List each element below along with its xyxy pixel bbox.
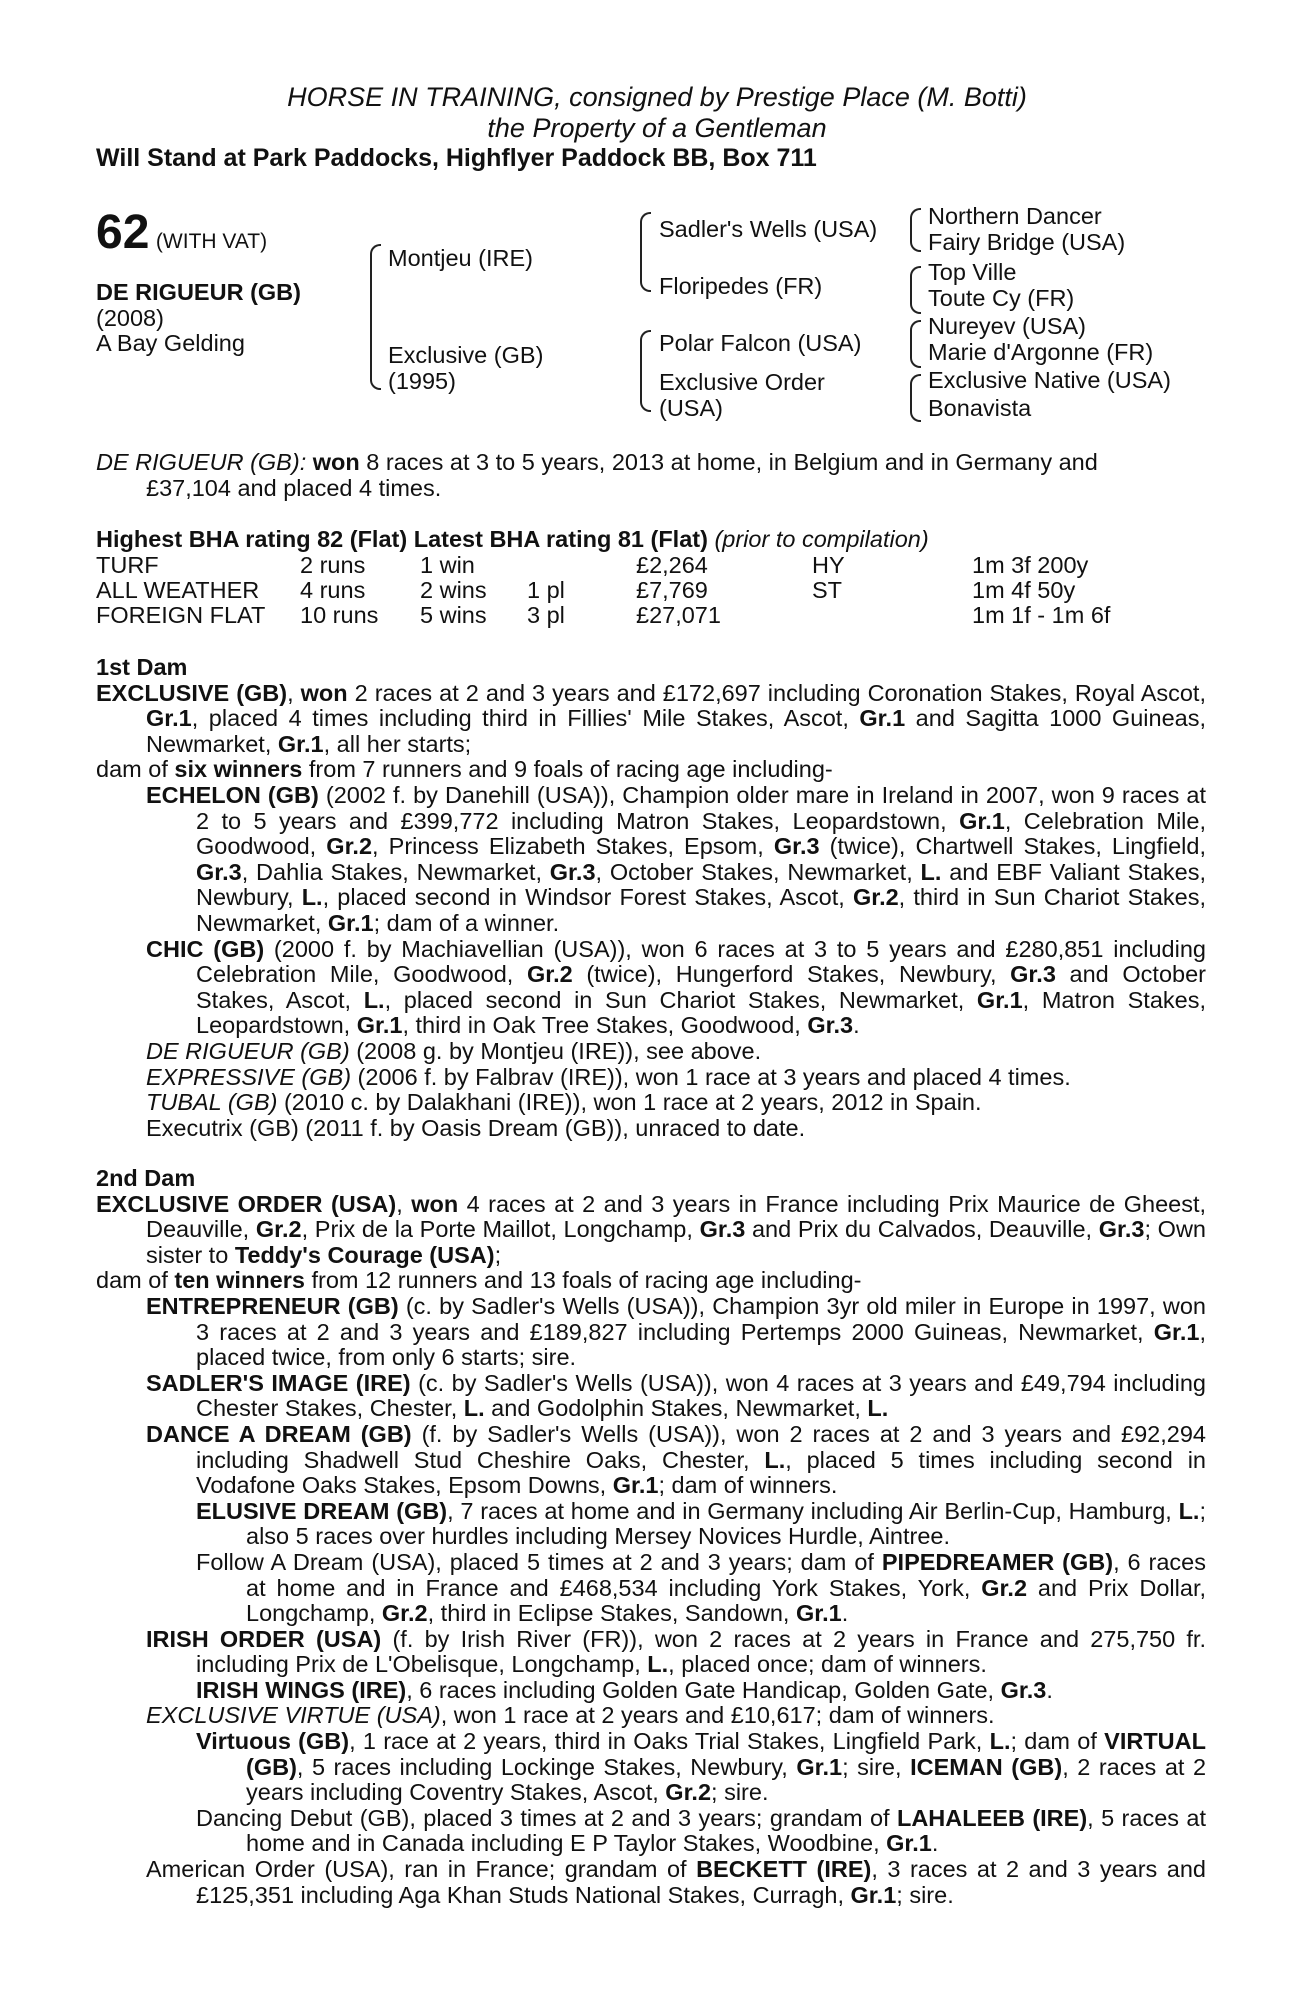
header-consignor: HORSE IN TRAINING, consigned by Prestige Place (M. Botti) (287, 82, 1027, 112)
ped-sire-dam: Floripedes (FR) (659, 273, 823, 299)
first-dam-p7: TUBAL (GB) (2010 c. by Dalakhani (IRE)), won 1 race at 2 years, 2012 in Spain. (146, 1089, 982, 1116)
brace-dam (640, 330, 651, 412)
lot-description: A Bay Gelding (96, 330, 245, 356)
ped-dam-year: (1995) (388, 368, 456, 394)
row-runs: 4 runs (300, 577, 366, 603)
summary-name: DE RIGUEUR (GB) (96, 449, 300, 475)
second-dam-heading: 2nd Dam (96, 1165, 196, 1191)
second-dam-p11: Virtuous (GB), 1 race at 2 years, third in Oaks Trial Stakes, Lingfield Park, L.; dam of VIRTUAL (GB), 5 races including Lockinge Stakes, Newbury, Gr.1; sire, ICEMAN (GB), 2 races at 2 years including Coventry Stakes, Ascot, Gr.2; sire. (196, 1728, 1207, 1806)
lot-vat: (WITH VAT) (155, 230, 268, 253)
second-dam-p7: Follow A Dream (USA), placed 5 times at 2 and 3 years; dam of PIPEDREAMER (GB), 6 races at home and in France and £468,534 including York Stakes, York, Gr.2 and Prix Dollar, Longchamp, Gr.2, third in Eclipse Stakes, Sandown, Gr.1. (196, 1548, 1207, 1627)
ratings-heading: Highest BHA rating 82 (Flat) Latest BHA rating 81 (Flat) (96, 526, 708, 552)
lot-number-line (96, 208, 267, 258)
ped-dsd: Marie d'Argonne (FR) (928, 339, 1154, 365)
ped-dss: Nureyev (USA) (928, 313, 1087, 339)
lot-year: (2008) (96, 305, 164, 331)
second-dam-p3: ENTREPRENEUR (GB) (c. by Sadler's Wells (USA)), Champion 3yr old miler in Europe in 1997, won 3 races at 2 and 3 years and £189,827 including Pertemps 2000 Guineas, Newmarket, Gr.1, placed twice, from only 6 starts; sire. (146, 1292, 1206, 1371)
ratings-heading-line (96, 527, 929, 553)
lot-number: 62 (96, 206, 150, 259)
brace-sd (910, 266, 921, 314)
row-runs: 10 runs (300, 602, 379, 628)
row-dist: 1m 4f 50y (972, 577, 1076, 603)
first-dam-p3: ECHELON (GB) (2002 f. by Danehill (USA)), Champion older mare in Ireland in 2007, won 9 races at 2 to 5 years and £399,772 including Matron Stakes, Leopardstown, Gr.1, Celebration Mile, Goodwood, Gr.2, Princess Elizabeth Stakes, Epsom, Gr.3 (twice), Chartwell Stakes, Lingfield, Gr.3, Dahlia Stakes, Newmarket, Gr.3, October Stakes, Newmarket, L. and EBF Valiant Stakes, Newbury, L., placed second in Windsor Forest Stakes, Ascot, Gr.2, third in Sun Chariot Stakes, Newmarket, Gr.1; dam of a winner. (146, 781, 1207, 936)
row-pl: 3 pl (527, 602, 565, 628)
row-wins: 2 wins (420, 577, 487, 603)
first-dam-p1: EXCLUSIVE (GB), won 2 races at 2 and 3 years and £172,697 including Coronation Stakes, Royal Ascot, Gr.1, placed 4 times including third in Fillies' Mile Stakes, Ascot, Gr.1 and Sagitta 1000 Guineas, Newmarket, Gr.1, all her starts; (96, 679, 1206, 757)
first-dam-p2: dam of six winners from 7 runners and 9 foals of racing age including- (96, 756, 833, 783)
row-going: ST (812, 577, 843, 603)
second-dam-section (96, 1166, 1206, 1908)
row-type: FOREIGN FLAT (96, 602, 266, 628)
first-dam-p4: CHIC (GB) (2000 f. by Machiavellian (USA)), won 6 races at 3 to 5 years and £280,851 including Celebration Mile, Goodwood, Gr.2 (twice), Hungerford Stakes, Newbury, Gr.3 and October Stakes, Ascot, L., placed second in Sun Chariot Stakes, Newmarket, Gr.1, Matron Stakes, Leopardstown, Gr.1, third in Oak Tree Stakes, Goodwood, Gr.3. (146, 935, 1206, 1039)
second-dam-p5: DANCE A DREAM (GB) (f. by Sadler's Wells (USA)), won 2 races at 2 and 3 years and £92,294 including Shadwell Stud Cheshire Oaks, Chester, L., placed 5 times including second in Vodafone Oaks Stakes, Epsom Downs, Gr.1; dam of winners. (146, 1420, 1206, 1499)
brace-dd (910, 374, 921, 422)
first-dam-heading: 1st Dam (96, 654, 188, 680)
row-prize: £7,769 (636, 577, 708, 603)
ratings-note: (prior to compilation) (714, 526, 929, 552)
first-dam-p6: EXPRESSIVE (GB) (2006 f. by Falbrav (IRE)), won 1 race at 3 years and placed 4 times. (146, 1063, 1071, 1090)
row-type: ALL WEATHER (96, 577, 260, 603)
row-prize: £27,071 (636, 602, 721, 628)
header-property: the Property of a Gentleman (487, 113, 827, 143)
ped-dam-dam: Exclusive Order (659, 369, 825, 395)
brace-ss (910, 208, 921, 252)
ped-sire-sire: Sadler's Wells (USA) (659, 216, 878, 242)
summary-line1: DE RIGUEUR (GB): won 8 races at 3 to 5 years, 2013 at home, in Belgium and in Germany and (96, 449, 1098, 475)
second-dam-p8: IRISH ORDER (USA) (f. by Irish River (FR)), won 2 races at 2 years in France and 275,750 fr. including Prix de L'Obelisque, Longchamp, L., placed once; dam of winners. (146, 1625, 1206, 1678)
ped-sdd: Toute Cy (FR) (928, 285, 1075, 311)
lot-name: DE RIGUEUR (GB) (96, 279, 301, 305)
second-dam-p6: ELUSIVE DREAM (GB), 7 races at home and in Germany including Air Berlin-Cup, Hamburg, L.; also 5 races over hurdles including Mersey Novices Hurdle, Aintree. (196, 1497, 1206, 1550)
brace-ds (910, 320, 921, 368)
ped-ddd: Bonavista (928, 395, 1032, 421)
summary-won: won (312, 449, 360, 475)
second-dam-p13: American Order (USA), ran in France; grandam of BECKETT (IRE), 3 races at 2 and 3 years and £125,351 including Aga Khan Studs National Stakes, Curragh, Gr.1; sire. (146, 1856, 1206, 1908)
first-dam-section (96, 655, 1206, 1141)
second-dam-p12: Dancing Debut (GB), placed 3 times at 2 and 3 years; grandam of LAHALEEB (IRE), 5 races at home and in Canada including E P Taylor Stakes, Woodbine, Gr.1. (196, 1804, 1207, 1857)
second-dam-p10: EXCLUSIVE VIRTUE (USA), won 1 race at 2 years and £10,617; dam of winners. (146, 1702, 995, 1729)
second-dam-p2: dam of ten winners from 12 runners and 13 foals of racing age including- (96, 1267, 862, 1294)
row-pl: 1 pl (527, 577, 565, 603)
row-wins: 5 wins (420, 602, 487, 628)
ped-dam: Exclusive (GB) (388, 342, 544, 368)
second-dam-p1: EXCLUSIVE ORDER (USA), won 4 races at 2 and 3 years in France including Prix Maurice de Gheest, Deauville, Gr.2, Prix de la Porte Maillot, Longchamp, Gr.3 and Prix du Calvados, Deauville, Gr.3; Own sister to Teddy's Courage (USA); (96, 1190, 1207, 1268)
row-type: TURF (96, 552, 159, 578)
row-dist: 1m 3f 200y (972, 552, 1089, 578)
row-wins: 1 win (420, 552, 475, 578)
first-dam-p5: DE RIGUEUR (GB) (2008 g. by Montjeu (IRE)), see above. (146, 1037, 762, 1064)
first-dam-p8: Executrix (GB) (2011 f. by Oasis Dream (GB)), unraced to date. (146, 1114, 806, 1141)
ped-dam-sire: Polar Falcon (USA) (659, 330, 862, 356)
ped-dds: Exclusive Native (USA) (928, 367, 1171, 393)
ped-sds: Top Ville (928, 259, 1017, 285)
ped-dam-dam-origin: (USA) (659, 395, 723, 421)
row-going: HY (812, 552, 845, 578)
second-dam-p9: IRISH WINGS (IRE), 6 races including Golden Gate Handicap, Golden Gate, Gr.3. (196, 1676, 1053, 1703)
second-dam-p4: SADLER'S IMAGE (IRE) (c. by Sadler's Wells (USA)), won 4 races at 3 years and £49,794 including Chester Stakes, Chester, L. and Godolphin Stakes, Newmarket, L. (146, 1369, 1206, 1422)
ped-ssd: Fairy Bridge (USA) (928, 229, 1126, 255)
brace-sire (640, 212, 651, 292)
brace-lot (370, 244, 381, 390)
row-runs: 2 runs (300, 552, 366, 578)
summary-line2: £37,104 and placed 4 times. (146, 475, 442, 501)
ped-sss: Northern Dancer (928, 203, 1102, 229)
ped-sire: Montjeu (IRE) (388, 245, 533, 271)
row-dist: 1m 1f - 1m 6f (972, 602, 1111, 628)
row-prize: £2,264 (636, 552, 708, 578)
header-stand: Will Stand at Park Paddocks, Highflyer Paddock BB, Box 711 (96, 144, 817, 172)
summary-text1: 8 races at 3 to 5 years, 2013 at home, in Belgium and in Germany and (359, 449, 1098, 475)
